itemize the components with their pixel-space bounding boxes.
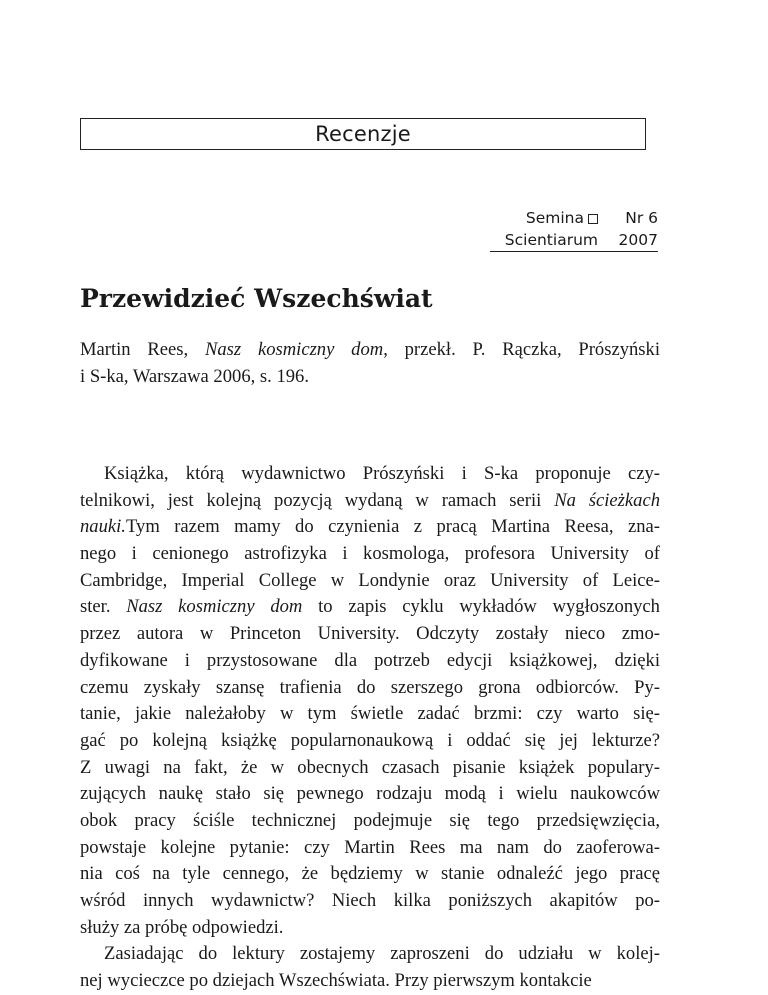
body-line bbox=[80, 648, 660, 675]
body-text-span: nego i cenionego astrofizyka i kosmologa, profesora University of bbox=[80, 543, 660, 565]
journal-issue: Nr 6 bbox=[625, 209, 658, 227]
body-text-span: to zapis cyklu wykładów wygłoszonych bbox=[302, 596, 660, 618]
body-line bbox=[80, 808, 660, 835]
body-line bbox=[80, 675, 660, 702]
article-title: Przewidzieć Wszechświat bbox=[80, 284, 433, 313]
body-text-span: Cambridge, Imperial College w Londynie oraz University of Leice- bbox=[80, 569, 660, 591]
body-line bbox=[80, 968, 660, 995]
body-line bbox=[80, 888, 660, 915]
body-text-span: przez autora w Princeton University. Odczyty zostały nieco zmo- bbox=[80, 623, 660, 645]
body-line bbox=[80, 594, 660, 621]
body-line bbox=[80, 728, 660, 755]
body-text-span: ster. bbox=[80, 596, 127, 618]
body-line bbox=[80, 568, 660, 595]
body-line bbox=[80, 835, 660, 862]
body-text-span: zujących naukę stało się pewnego rodzaju modą i wielu naukowców bbox=[80, 783, 660, 805]
square-icon bbox=[588, 214, 598, 224]
section-header bbox=[80, 118, 646, 150]
journal-name-2: Scientiarum bbox=[504, 231, 598, 249]
body-text-span: tanie, jakie należałoby w tym świetle zadać brzmi: czy warto się- bbox=[80, 703, 660, 725]
body-text-span: Z uwagi na fakt, że w obecnych czasach pisanie książek populary- bbox=[80, 756, 660, 778]
journal-year: 2007 bbox=[618, 231, 658, 249]
citation-book-title: Nasz kosmiczny dom bbox=[204, 339, 384, 360]
section-label: Recenzje bbox=[315, 122, 411, 146]
journal-name-1: Semina bbox=[525, 209, 584, 227]
article-body bbox=[80, 461, 660, 995]
body-text-span: Nasz kosmiczny dom bbox=[126, 596, 303, 618]
citation-line-2: i S-ka, Warszawa 2006, s. 196. bbox=[80, 365, 309, 387]
body-text-span: powstaje kolejne pytanie: czy Martin Rees ma nam do zaoferowa- bbox=[80, 836, 660, 858]
citation-details: , przekł. P. Rączka, Prószyński bbox=[383, 339, 660, 360]
body-text-span: dyfikowane i przystosowane dla potrzeb edycji książkowej, dzięki bbox=[80, 649, 660, 671]
body-line bbox=[80, 621, 660, 648]
body-text-span: służy za próbę odpowiedzi. bbox=[80, 916, 284, 938]
body-line bbox=[80, 541, 660, 568]
body-text-span: Na ścieżkach bbox=[554, 489, 660, 511]
body-line bbox=[80, 755, 660, 782]
journal-row-2 bbox=[490, 229, 658, 251]
body-text-span: nia coś na tyle cennego, że będziemy w stanie odnaleźć jego pracę bbox=[80, 863, 660, 885]
body-text-span: Zasiadając do lektury zostajemy zaproszeni do udziału w kolej- bbox=[104, 943, 660, 965]
body-line bbox=[80, 701, 660, 728]
journal-divider bbox=[490, 251, 658, 252]
body-text-span: gać po kolejną książkę popularnonaukową i oddać się jej lekturze? bbox=[80, 729, 660, 751]
book-citation bbox=[80, 336, 660, 389]
body-text-span: Książka, którą wydawnictwo Prószyński i S-ka proponuje czy- bbox=[104, 463, 660, 484]
body-text-span: obok pracy ściśle technicznej podejmuje się tego przedsięwzięcia, bbox=[80, 809, 660, 831]
body-text-span: nej wycieczce po dziejach Wszechświata. Przy pierwszym kontakcie bbox=[80, 970, 592, 992]
body-text-span: Tym razem mamy do czynienia z pracą Martina Reesa, zna- bbox=[125, 516, 660, 538]
body-line bbox=[80, 941, 660, 968]
body-text-span: wśród innych wydawnictw? Niech kilka poniższych akapitów po- bbox=[80, 890, 660, 911]
body-text-span: nauki. bbox=[80, 516, 126, 538]
body-text-span: telnikowi, jest kolejną pozycją wydaną w ramach serii bbox=[80, 489, 555, 511]
body-line bbox=[80, 915, 660, 942]
citation-author: Martin Rees, bbox=[80, 339, 205, 360]
citation-line-1 bbox=[80, 336, 660, 363]
body-line bbox=[80, 781, 660, 808]
body-line bbox=[80, 514, 660, 541]
journal-row-1 bbox=[490, 207, 658, 229]
body-line bbox=[80, 861, 660, 888]
body-text-span: czemu zyskały szansę trafienia do szerszego grona odbiorców. Py- bbox=[80, 676, 660, 698]
body-line bbox=[80, 488, 660, 515]
body-line bbox=[80, 461, 660, 488]
journal-info bbox=[490, 207, 658, 251]
